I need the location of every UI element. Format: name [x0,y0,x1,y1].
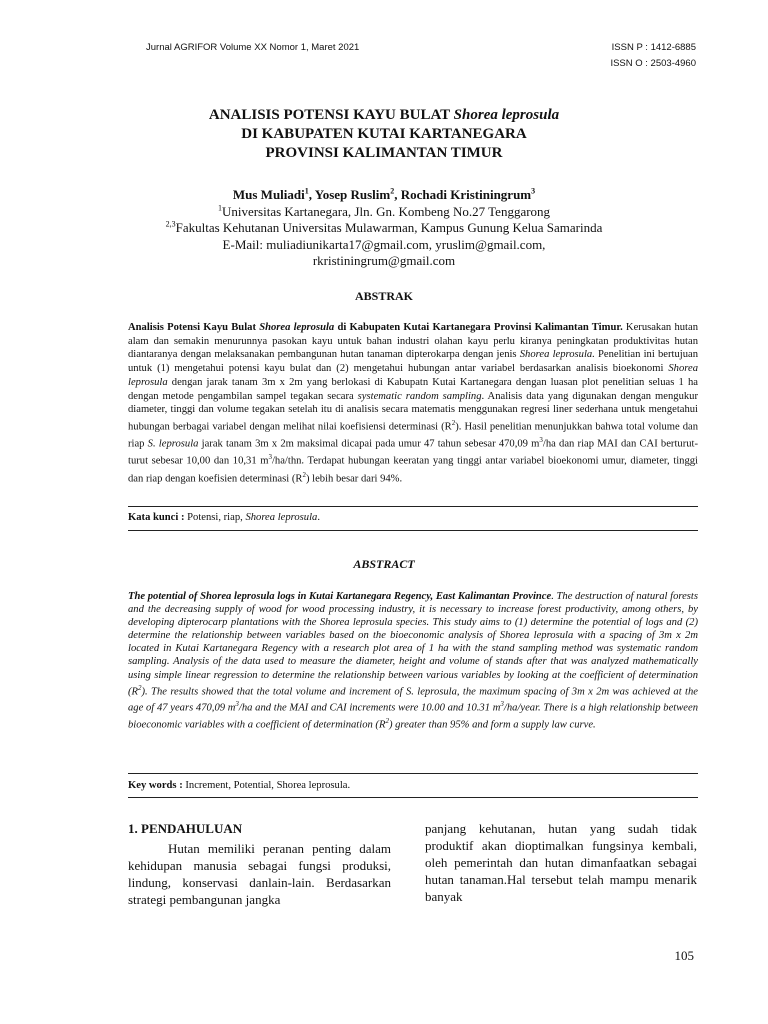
page-number: 105 [674,948,694,963]
abstract-sup-2: 3 [235,700,239,709]
affiliation-1 [0,204,768,221]
author-1-sup: 1 [304,186,309,196]
affiliation-2-text: Fakultas Kehutanan Universitas Mulawarman, Kampus Gunung Kelua Samarinda [175,220,603,235]
abstrak-sup-1: 2 [451,418,456,427]
affiliation-2-sup: 2,3 [165,219,176,229]
author-2-sup: 2 [390,186,395,196]
email-line-2: rkristiningrum@gmail.com [312,253,456,268]
author-3: , Rochadi Kristiningrum [394,187,532,202]
issn-print: ISSN P : 1412-6885 [611,42,696,53]
abstrak-heading: ABSTRAK [354,289,413,303]
key-words [128,779,698,793]
affiliation-1-sup: 1 [217,203,222,213]
affiliation-2 [0,220,768,237]
abstrak-text-4: . Analisis data yang digunakan dengan mengukur diameter, tinggi dan volume tegakan setelah itu di analisis secara matematis menggunakan regresi liner sederhana untuk mengetahui hubungan berbagai variabel dengan melihat nilai koefisiensi determinasi (R [128,390,698,433]
key-words-text: Increment, Potential, Shorea leprosula. [182,780,351,791]
abstract-text-5: ) greater than 95% and form a supply law curve. [388,719,596,731]
abstrak-text-1: Kerusakan hutan alam dan semakin menurunnya pasokan kayu untuk bahan industri olahan kayu perlu kiranya peningkatan produktivitas hutan diantaranya dengan melaksanakan pembangunan hutan tanaman dipterokarpa dengan jenis [128,322,698,361]
author-block [0,187,768,270]
abstrak-species-2: Shorea leprosula [128,363,698,388]
abstrak-method: systematic random sampling [357,390,482,402]
abstrak-sup-2: 3 [539,436,543,445]
abstract-text-2: ). The results showed that the total volume and increment of S. leprosula, the maximum spacing of 3m x 2m was achieved at the age of 47 years 470,09 m [128,686,698,714]
kata-kunci [128,511,698,525]
author-1: Mus Muliadi [232,187,305,202]
key-words-label: Key words : [128,780,183,791]
title-species: Shorea leprosula [453,107,560,123]
abstrak-species-3: S. leprosula [147,438,199,450]
kata-kunci-label: Kata kunci : [128,512,185,523]
kata-kunci-text: Potensi, riap, [184,512,246,523]
abstrak-species-1: Shorea leprosula. [519,349,595,361]
abstrak-text-9: ) lebih besar dari 94%. [305,473,403,485]
body-paragraph-left: Hutan memiliki peranan penting dalam kehidupan manusia sebagai fungsi produksi, lindung, konservasi danlain-lain. Berdasarkan strategi pembangunan jangka [128,841,391,907]
section-heading: 1. PENDAHULUAN [128,821,243,836]
abstract-sup-3: 3 [500,700,504,709]
abstract-text-3: /ha and the MAI and CAI increments were 10.00 and 10.31 m [238,702,501,714]
issn-online: ISSN O : 2503-4960 [610,58,696,69]
abstrak-text-5: ). Hasil penelitian menunjukkan bahwa total volume dan riap [128,421,699,450]
divider-bottom-kata-kunci [128,530,698,531]
abstrak-sup-4: 2 [302,470,306,479]
abstrak-lead-species: Shorea leprosula [259,322,335,333]
abstract-lead: The potential of Shorea leprosula logs in Kutai Kartanegara Regency, East Kalimantan Province [128,591,552,602]
abstrak-sup-3: 3 [268,453,272,462]
title-prefix: ANALISIS POTENSI KAYU BULAT [208,107,454,123]
abstrak-text-8: /ha/thn. Terdapat hubungan keeratan yang tinggi antar variabel bioekonomi umur, diameter, tinggi dan riap dengan koefisien determinasi (R [128,455,698,485]
kata-kunci-species: Shorea leprosula [245,512,318,523]
divider-bottom-keywords [128,797,698,798]
title-line-2: DI KABUPATEN KUTAI KARTANEGARA [241,126,527,142]
abstrak-text-6: jarak tanam 3m x 2m maksimal dicapai pada umur 47 tahun sebesar 470,09 m [198,438,540,450]
body-column-left [128,820,391,908]
abstract-body [128,590,698,732]
affiliation-1-text: Universitas Kartanegara, Jln. Gn. Kombeng No.27 Tenggarong [221,203,551,219]
title-line-3: PROVINSI KALIMANTAN TIMUR [265,145,503,161]
email-line-1: E-Mail: muliadiunikarta17@gmail.com, yruslim@gmail.com, [222,236,546,252]
kata-kunci-end: . [317,512,320,523]
author-3-sup: 3 [531,186,536,196]
paper-title [0,106,768,163]
abstrak-lead-2: di Kabupaten Kutai Kartanegara Provinsi Kalimantan Timur. [334,322,623,333]
abstract-sup-4: 2 [385,716,389,725]
running-header [0,42,768,82]
divider-top-keywords [128,773,698,774]
journal-name: Jurnal AGRIFOR Volume XX Nomor 1, Maret 2021 [146,42,360,53]
body-column-right: panjang kehutanan, hutan yang sudah tidak produktif akan dioptimalkan fungsinya kembali, oleh pemerintah dan hutan dimanfaatkan sebagai hutan tanaman.Hal tersebut telah mampu menarik banyak [425,821,697,904]
abstract-sup-1: 2 [138,683,142,692]
abstrak-text-7: /ha dan riap MAI dan CAI berturut-turut sebesar 10,00 dan 10,31 m [128,438,698,467]
divider-top-kata-kunci [128,506,698,507]
abstrak-lead-1: Analisis Potensi Kayu Bulat [128,322,260,333]
title-line-1 [0,106,768,125]
abstract-text-1: . The destruction of natural forests and the decreasing supply of wood for wood processing industry, it is necessary to increase forest productivity, among others, by developing dipterocarp plantations with the Shorea leprosula species. This study aims to (1) determine the potential of logs and (2) determine the relationship between variables based on the bioeconomic analysis of Shorea leprosula with a spacing of 3m x 2m located in Kutai Kartanegara Regency with a research plot area of 1 ha with the stand sampling method was systematic random sampling. Analysis of the data used to measure the diameter, height and volume of stands after that was analyzed mathematically using simple linear regression to determine the relationship between various variables by looking at the coefficient of determination (R [128,591,698,698]
author-names [0,187,768,204]
abstrak-body [128,321,698,486]
author-2: , Yosep Ruslim [308,187,391,202]
abstract-heading: ABSTRACT [353,557,415,571]
abstrak-text-3: dengan jarak tanam 3m x 2m yang berlokasi di Kabupatn Kutai Kartanegara dengan luasan plot penelitian seluas 1 ha dengan metode pengambilan sampel tegakan secara [128,376,698,402]
abstrak-text-2: Penelitian ini bertujuan untuk (1) mengetahui potensi kayu bulat dan (2) mengetahui hubungan antar variabel berdasarkan analisis bioekonomi [128,349,698,375]
abstract-text-4: /ha/year. There is a high relationship between bioeconomic variables with a coefficient of determination (R [128,702,698,731]
